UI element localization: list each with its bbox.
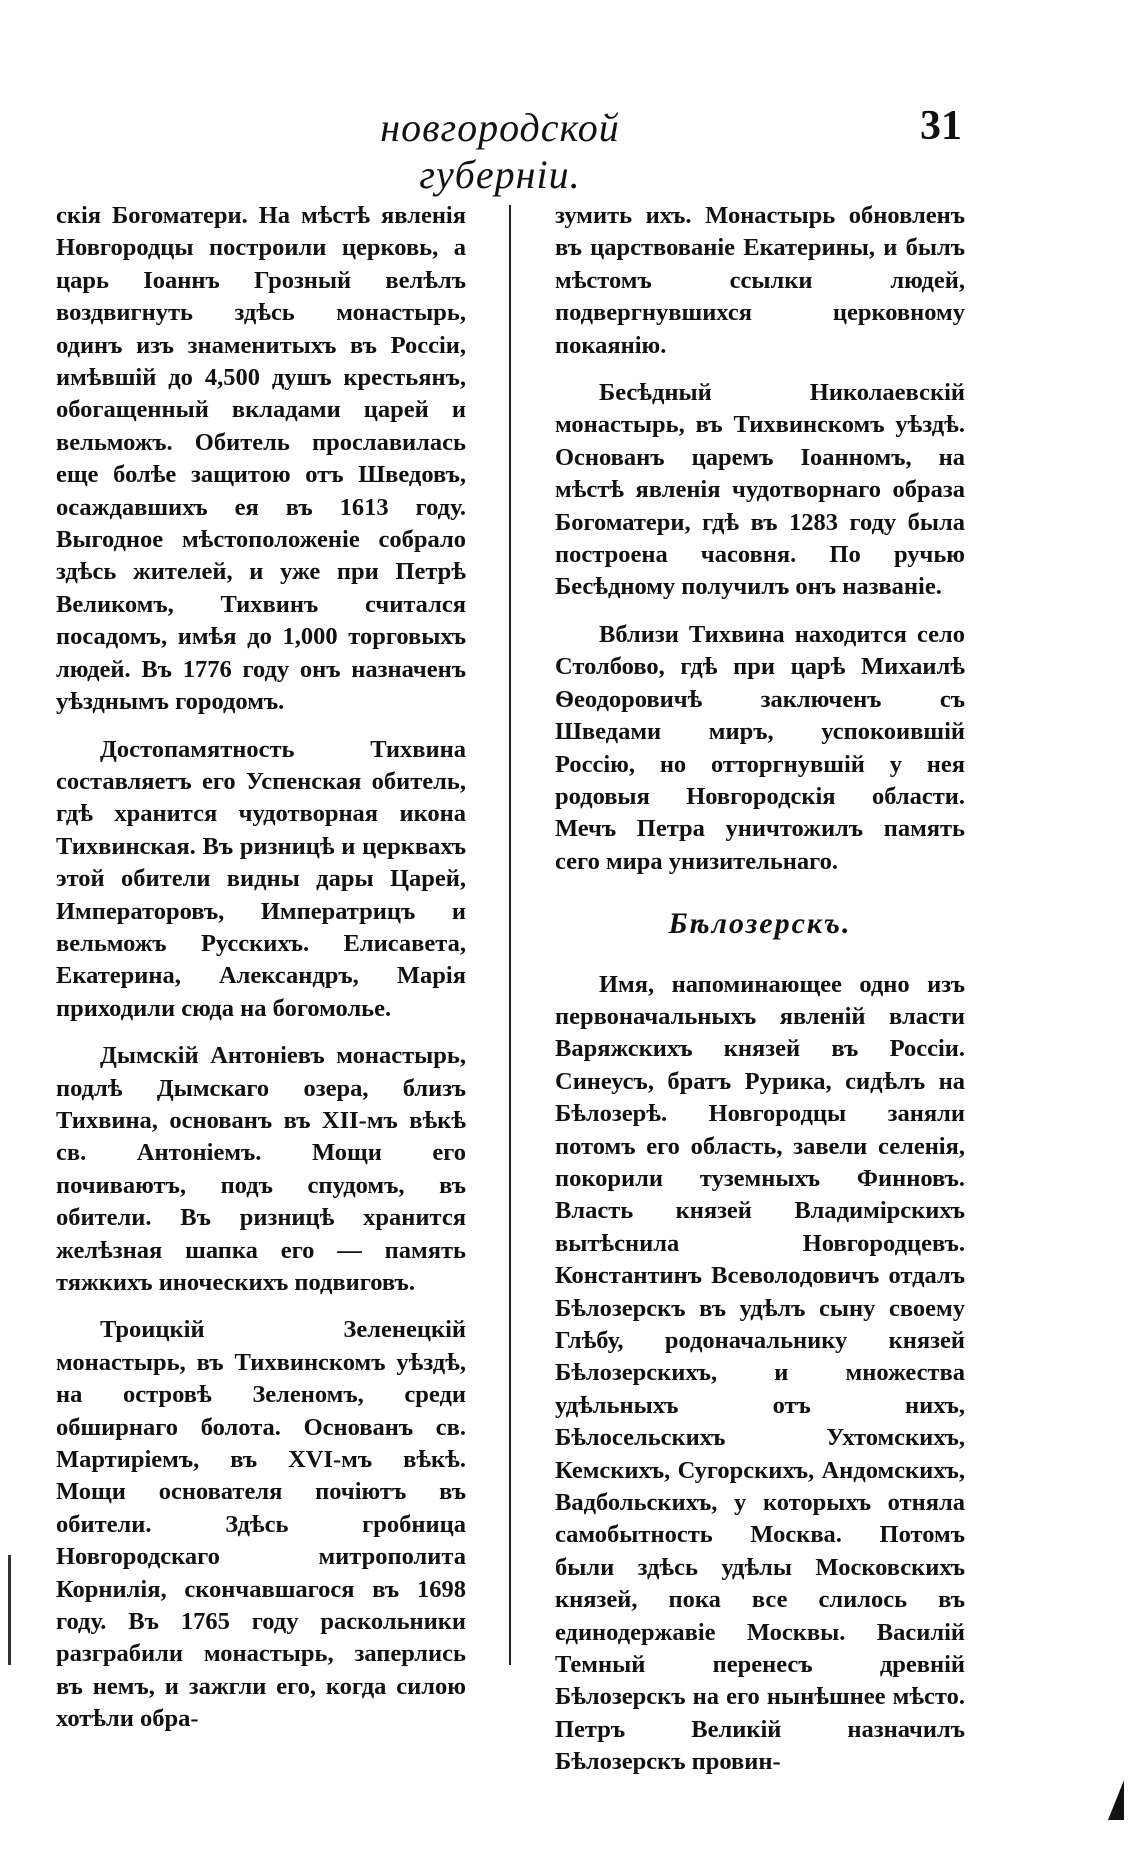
right-column [555,200,965,1794]
left-column [56,200,466,1751]
paragraph: зумить ихъ. Монастырь обновленъ въ царствованіе Екатерины, и былъ мѣстомъ ссылки людей, подвергнувшихся церковному покаянію. [555,202,965,359]
page-number: 31 [920,103,962,149]
scan-corner-mark [1108,1780,1124,1820]
paragraph: Имя, напоминающее одно изъ первоначальныхъ явленій власти Варяжскихъ князей въ Россіи. Синеусъ, братъ Рурика, сидѣлъ на Бѣлозерѣ. Новгородцы заняли потомъ его область, завели селенія, покорили туземныхъ Финновъ. Власть князей Владимірскихъ вытѣснила Новгородцевъ. Константинъ Всеволодовичъ отдалъ Бѣлозерскъ въ удѣлъ сыну своему Глѣбу, родоначальнику князей Бѣлозерскихъ, и множества удѣльныхъ отъ нихъ, Бѣлосельскихъ Ухтомскихъ, Кемскихъ, Сугорскихъ, Андомскихъ, Вадбольскихъ, у которыхъ отняла самобытность Москва. Потомъ были здѣсь удѣлы Московскихъ князей, пока все слилось въ единодержавіе Москвы. Василій Темный перенесъ древній Бѣлозерскъ на его нынѣшнее мѣсто. Петръ Великій назначилъ Бѣлозерскъ провин- [555,970,965,1776]
page-header [0,103,1140,197]
paragraph: скія Богоматери. На мѣстѣ явленія Новгородцы построили церковь, а царь Іоаннъ Грозный велѣлъ воздвигнуть здѣсь монастырь, одинъ изъ знаменитыхъ въ Россіи, имѣвшій до 4,500 душъ крестьянъ, обогащенный вкладами царей и вельможъ. Обитель прославилась еще болѣе защитою отъ Шведовъ, осаждавшихъ ея въ 1613 году. Выгодное мѣстоположеніе собрало здѣсь жителей, и уже при Петрѣ Великомъ, Тихвинъ считался посадомъ, имѣя до 1,000 торговыхъ людей. Въ 1776 году онъ назначенъ уѣзднымъ городомъ. [56,202,466,716]
scan-edge-mark [8,1555,11,1665]
section-heading: Бѣлозерскъ. [668,907,852,941]
paragraph: Троицкій Зеленецкій монастырь, въ Тихвинскомъ уѣздѣ, на островѣ Зеленомъ, среди обширнаго болота. Основанъ св. Мартиріемъ, въ XVI-мъ вѣкѣ. Мощи основателя почіютъ въ обители. Здѣсь гробница Новгородскаго митрополита Корнилія, скончавшагося въ 1698 году. Въ 1765 году раскольники разграбили монастырь, заперлись въ немъ, и зажгли его, когда силою хотѣли обра- [56,1316,466,1733]
paragraph: Дымскій Антоніевъ монастырь, подлѣ Дымскаго озера, близъ Тихвина, основанъ въ XII-мъ вѣкѣ св. Антоніемъ. Мощи его почиваютъ, подъ спудомъ, въ обители. Въ ризницѣ хранится желѣзная шапка его — память тяжкихъ иноческихъ подвиговъ. [56,1042,466,1296]
paragraph: Вблизи Тихвина находится село Столбово, гдѣ при царѣ Михаилѣ Ѳеодоровичѣ заключенъ съ Шведами миръ, успокоившій Россію, но отторгнувшій у нея родовыя Новгородскія области. Мечъ Петра уничтожилъ память сего мира унизительнаго. [555,620,965,875]
paragraph: Бесѣдный Николаевскій монастырь, въ Тихвинскомъ уѣздѣ. Основанъ царемъ Іоанномъ, на мѣстѣ явленія чудотворнаго образа Богоматери, гдѣ въ 1283 году была построена часовня. По ручью Бесѣдному получилъ онъ названіе. [555,379,965,601]
paragraph: Достопамятность Тихвина составляетъ его Успенская обитель, гдѣ хранится чудотворная икона Тихвинская. Въ ризницѣ и церквахъ этой обители видны дары Царей, Императоровъ, Императрицъ и вельможъ Русскихъ. Елисавета, Екатерина, Александръ, Марія приходили сюда на богомолье. [56,735,466,1022]
running-title: новгородской губерніи. [380,105,620,197]
column-divider [509,205,511,1665]
